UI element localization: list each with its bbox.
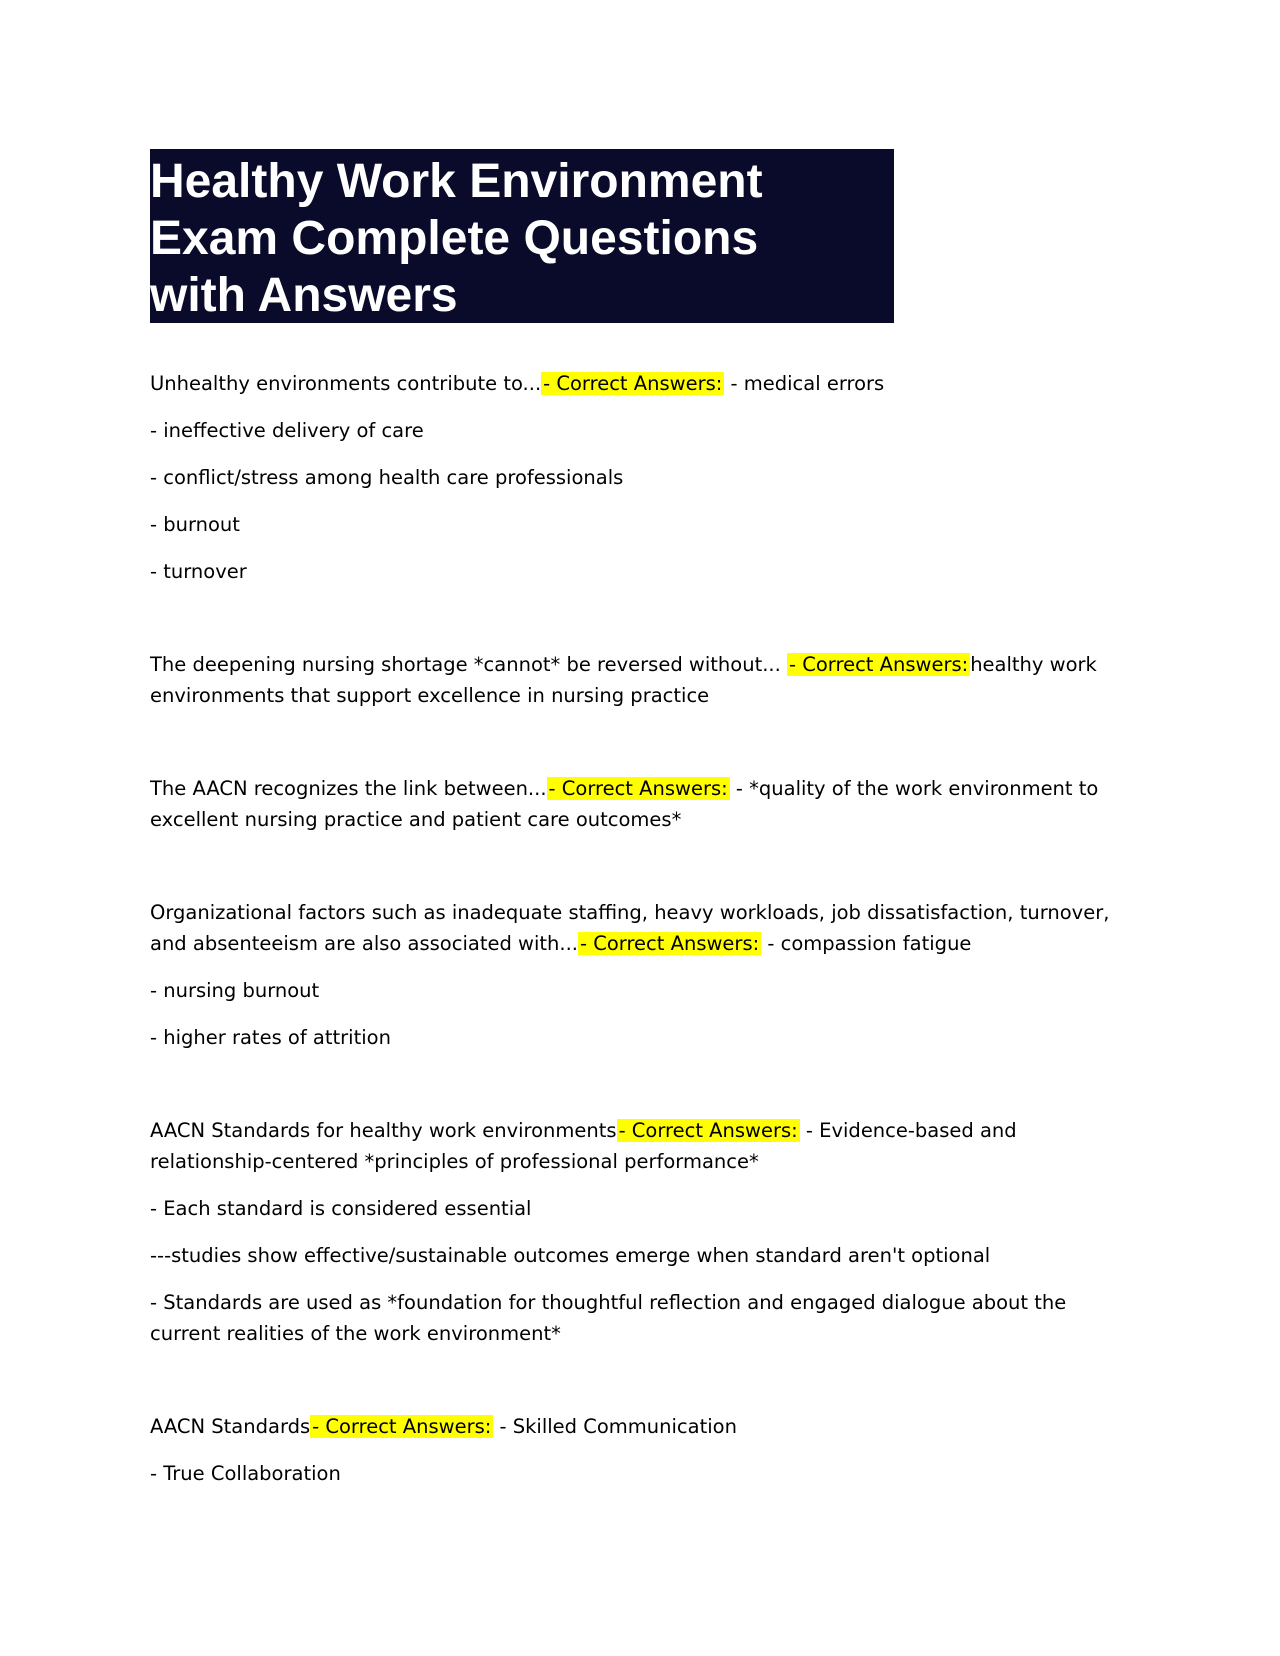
- question-text: AACN Standards for healthy work environments: [150, 1119, 617, 1142]
- question-text: Organizational factors such as inadequate staffing, heavy workloads, job dissatisfaction, turnover, and absenteeism are also associated with...: [150, 901, 1110, 955]
- qa-question-line: [150, 1411, 1110, 1442]
- answer-marker-highlight: - Correct Answers:: [312, 1415, 492, 1438]
- answer-line: ---studies show effective/sustainable outcomes emerge when standard aren't optional: [150, 1244, 991, 1267]
- question-text: The AACN recognizes the link between...: [150, 777, 547, 800]
- question-text: Unhealthy environments contribute to...: [150, 372, 542, 395]
- question-text: AACN Standards: [150, 1415, 311, 1438]
- answer-line: - True Collaboration: [150, 1462, 341, 1485]
- answer-text: healthy work environments that support excellence in nursing practice: [150, 653, 1097, 707]
- title-line-2: Exam Complete Questions: [150, 212, 759, 265]
- answer-line: - burnout: [150, 513, 240, 536]
- answer-text: - Skilled Communication: [499, 1415, 737, 1438]
- answer-line: - Standards are used as *foundation for thoughtful reflection and engaged dialogue about the current realities of the work environment*: [150, 1291, 1067, 1345]
- answer-line: - ineffective delivery of care: [150, 419, 424, 442]
- qa-question-line: [150, 368, 1110, 399]
- qa-item-1: [150, 368, 1110, 587]
- qa-question-line: [150, 1115, 1110, 1177]
- answer-line: - conflict/stress among health care professionals: [150, 466, 624, 489]
- answer-marker-highlight: - Correct Answers:: [548, 777, 728, 800]
- answer-marker-highlight: - Correct Answers:: [789, 653, 969, 676]
- title-line-3: with Answers: [150, 269, 458, 322]
- qa-item-6: [150, 1411, 1110, 1489]
- answer-marker-highlight: - Correct Answers:: [618, 1119, 798, 1142]
- question-text: The deepening nursing shortage *cannot* be reversed without...: [150, 653, 781, 676]
- qa-item-2: [150, 649, 1110, 711]
- qa-question-line: [150, 649, 1110, 711]
- answer-marker-highlight: - Correct Answers:: [580, 932, 760, 955]
- qa-question-line: [150, 897, 1110, 959]
- answer-line: - nursing burnout: [150, 979, 320, 1002]
- title-banner: [150, 149, 894, 323]
- answer-text: - *quality of the work environment to excellent nursing practice and patient care outcomes*: [150, 777, 1099, 831]
- answer-line: - higher rates of attrition: [150, 1026, 391, 1049]
- answer-text: - Evidence-based and relationship-centered *principles of professional performance*: [150, 1119, 1017, 1173]
- answer-text: - compassion fatigue: [767, 932, 972, 955]
- answer-line: - Each standard is considered essential: [150, 1197, 532, 1220]
- qa-question-line: [150, 773, 1110, 835]
- answer-text: - medical errors: [730, 372, 885, 395]
- qa-content: [150, 368, 1110, 1505]
- answer-marker-highlight: - Correct Answers:: [543, 372, 723, 395]
- answer-line: - turnover: [150, 560, 247, 583]
- title-line-1: Healthy Work Environment: [150, 155, 763, 208]
- qa-item-5: [150, 1115, 1110, 1349]
- qa-item-4: [150, 897, 1110, 1053]
- qa-item-3: [150, 773, 1110, 835]
